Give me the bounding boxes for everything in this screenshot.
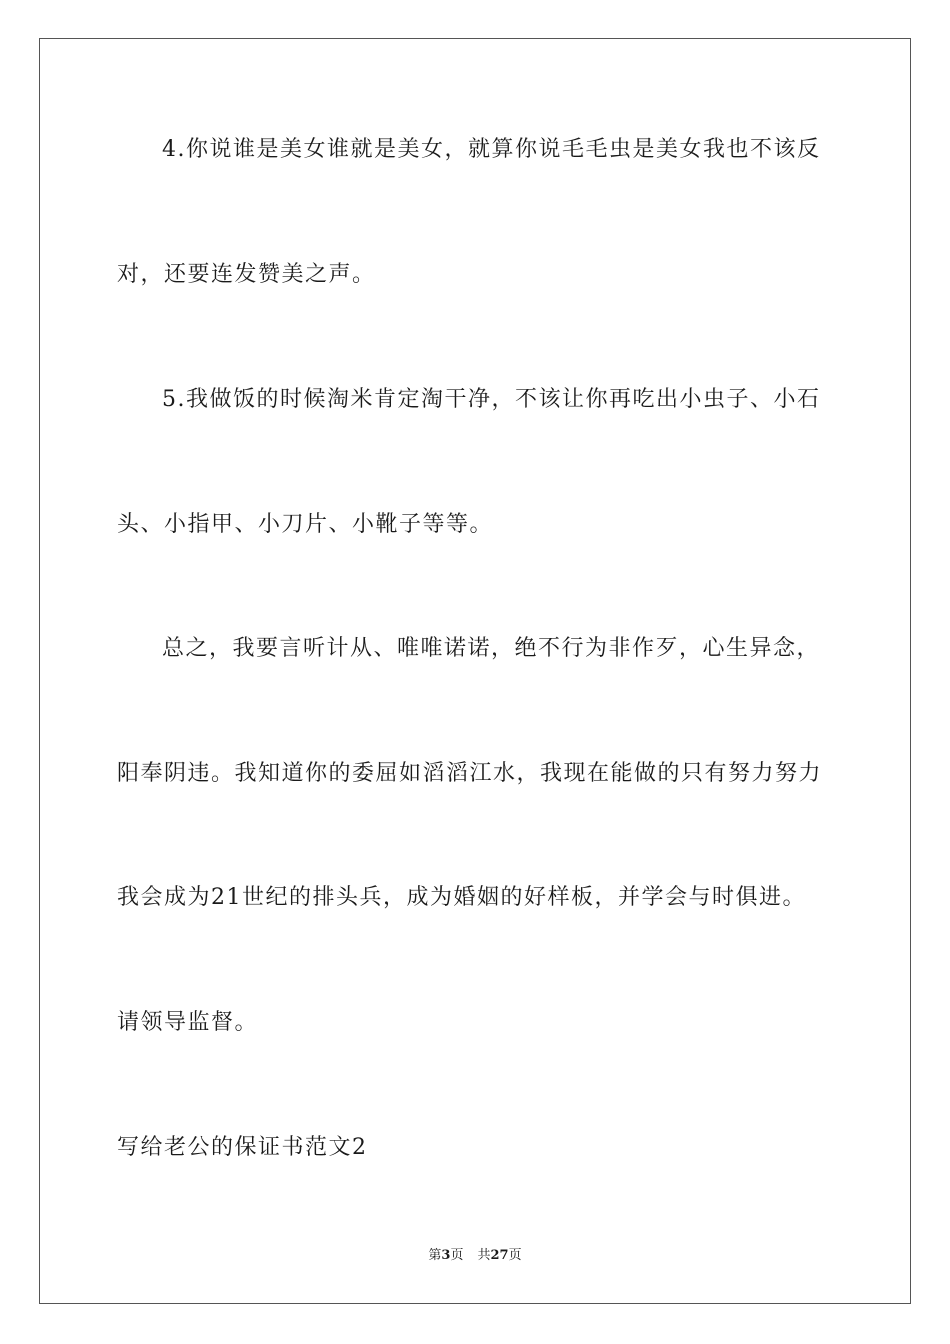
paragraph-line: 5.我做饭的时候淘米肯定淘干净，不该让你再吃出小虫子、小石 — [162, 387, 821, 412]
page-footer — [0, 1247, 950, 1265]
total-prefix: 共 — [477, 1248, 491, 1263]
total-pages: 27 — [490, 1248, 509, 1263]
page-number: 3 — [441, 1248, 451, 1263]
paragraph-line: 请领导监督。 — [117, 1010, 259, 1035]
page-prefix: 第 — [428, 1248, 442, 1263]
page-suffix: 页 — [450, 1248, 464, 1263]
paragraph-line: 阳奉阴违。我知道你的委屈如滔滔江水，我现在能做的只有努力努力 — [117, 761, 823, 786]
section-heading: 写给老公的保证书范文2 — [117, 1135, 368, 1160]
paragraph-line: 4.你说谁是美女谁就是美女，就算你说毛毛虫是美女我也不该反 — [162, 137, 821, 162]
total-suffix: 页 — [508, 1248, 522, 1263]
paragraph-line: 对，还要连发赞美之声。 — [117, 262, 376, 287]
paragraph-line: 头、小指甲、小刀片、小靴子等等。 — [117, 512, 494, 537]
page-border — [39, 38, 911, 1304]
paragraph-line: 我会成为21世纪的排头兵，成为婚姻的好样板，并学会与时俱进。 — [117, 885, 806, 910]
paragraph-line: 总之，我要言听计从、唯唯诺诺，绝不行为非作歹，心生异念， — [162, 636, 821, 661]
